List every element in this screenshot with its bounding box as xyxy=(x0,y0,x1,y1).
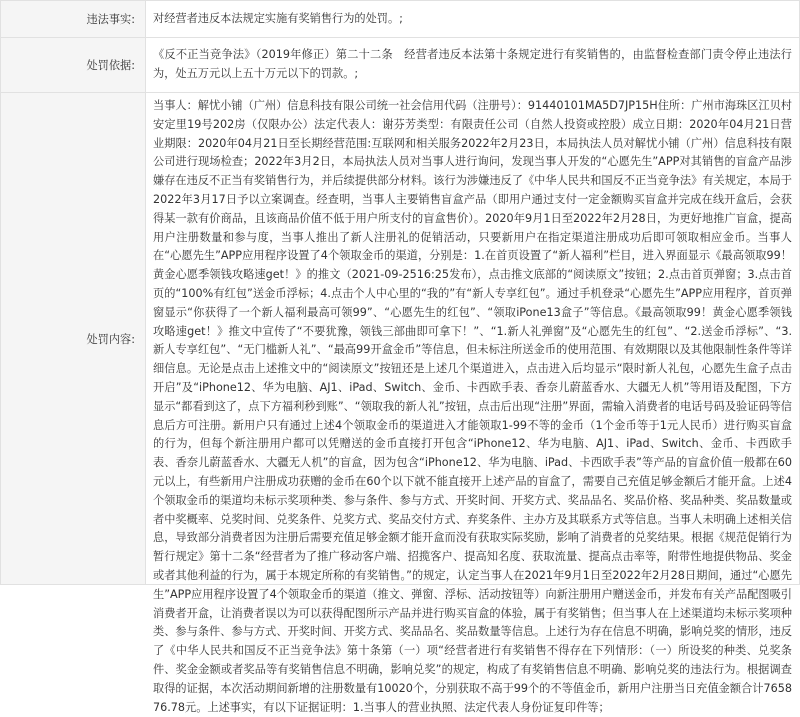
illegal-facts-label: 违法事实: xyxy=(1,1,146,38)
illegal-facts-value: 对经营者违反本法规定实施有奖销售行为的处罚。; xyxy=(146,1,800,38)
penalty-basis-label: 处罚依据: xyxy=(1,38,146,93)
penalty-content-row xyxy=(1,93,800,585)
penalty-basis-value: 《反不正当竞争法》（2019年修正）第二十二条 经营者违反本法第十条规定进行有奖销售的，由监督检查部门责令停止违法行为，处五万元以上五十万元以下的罚款。; xyxy=(146,38,800,93)
penalty-content-label: 处罚内容: xyxy=(1,93,146,585)
penalty-content-cell xyxy=(146,93,800,714)
illegal-facts-row xyxy=(1,1,800,38)
penalty-content-value: 当事人：解忧小铺（广州）信息科技有限公司统一社会信用代码（注册号）：91440101MA5D7JP15H住所：广州市海珠区江贝村安定里19号202房（仅限办公）法定代表人：谢芬芳类型：有限责任公司（自然人投资或控股）成立日期：2020年04月21日营业期限：2020年04月21日至长期经营范围:互联网和相关服务2022年2月23日，本局执法人员对解忧小铺（广州）信息科技有限公司进行现场检查；2022年3月2日，本局执法人员对当事人进行询问，发现当事人开发的“心愿先生”APP对其销售的盲盒产品涉嫌存在违反不正当有奖销售行为，并后续提供部分材料。该行为涉嫌违反了《中华人民共和国反不正当竞争法》有关规定，本局于2022年3月17日予以立案调查。经查明，当事人主要销售盲盒产品（即用户通过支付一定金额购买盲盒并完成在线开盒后，会获得某一款有价商品，且该商品价值不低于用户所支付的盲盒售价）。2020年9月1日至2022年2月28日，为更好地推广盲盒，提高用户注册数量和参与度，当事人推出了新人注册礼的促销活动，只要新用户在指定渠道注册成功后即可领取相应金币。当事人在“心愿先生”APP应用程序设置了4个领取金币的渠道，分别是：1.在首页设置了“新人福利”栏目，进入界面显示《最高领取99！黄金心愿季领钱攻略速get！》的推文（2021-09-2516:25发布），点击推文底部的“阅读原文”按钮；2.点击首页弹窗；3.点击首页的“100%有红包”送金币浮标；4.点击个人中心里的“我的”有“新人专享红包”。通过手机登录“心愿先生”APP应用程序，首页弹窗显示“你获得了一个新人福利最高可领99”、“心愿先生的红包”、“领取iPone13盒子”等信息。《最高领取99！黄金心愿季领钱攻略速get！》推文中宣传了“不要犹豫，领钱三部曲即可拿下！”、“1.新人礼弹窗”及“心愿先生的红包”、“2.送金币浮标”、“3.新人专享红包”、“无门槛新人礼”、“最高99开盒金币”等信息，但未标注所送金币的使用范围、有效期限以及其他限制性条件等详细信息。无论是点击上述推文中的“阅读原文”按钮还是上述几个渠道进入，点击进入后均显示“限时新人礼包，心愿先生盒子点击开启”及“iPhone12、华为电脑、AJ1、iPad、Switch、金币、卡西欧手表、香奈儿蔚蓝香水、大疆无人机”等用语及配图，下方显示“都看到这了，点下方福利秒到账”、“领取我的新人礼”按钮，点击后出现“注册”界面，需输入消费者的电话号码及验证码等信息后方可注册。新用户只有通过上述4个领取金币的渠道进入才能领取1-99不等的金币（1个金币等于1元人民币）进行购买盲盒的行为，但每个新注册用户都可以凭赠送的金币直接打开包含“iPhone12、华为电脑、AJ1、iPad、Switch、金币、卡西欧手表、香奈儿蔚蓝香水、大疆无人机”的盲盒，因为包含“iPhone12、华为电脑、iPad、卡西欧手表”等产品的盲盒价值一般都在60元以上，有些新用户注册成功获赠的金币在60个以下就不能直接开上述产品的盲盒了，需要自己充值足够金额后才能开盒。上述4个领取金币的渠道均未标示奖项种类、参与条件、参与方式、开奖时间、开奖方式、奖品品名、奖品价格、奖品种类、奖品数量或者中奖概率、兑奖时间、兑奖条件、兑奖方式、奖品交付方式、弃奖条件、主办方及其联系方式等信息。当事人未明确上述相关信息，导致部分消费者因为注册后需要充值足够金额才能开盒而没有获取实际奖励，影响了消费者的兑奖结果。根据《规范促销行为暂行规定》第十二条“经营者为了推广移动客户端、招揽客户、提高知名度、获取流量、提高点击率等，附带性地提供物品、奖金或者其他利益的行为，属于本规定所称的有奖销售。”的规定，认定当事人在2021年9月1日至2022年2月28日期间，通过“心愿先生”APP应用程序设置了4个领取金币的渠道（推文、弹窗、浮标、活动按钮等）向新注册用户赠送金币，并发布有关产品配图吸引消费者开盒，让消费者误以为可以获得配图所示产品并进行购买盲盒的体验，属于有奖销售；但当事人在上述渠道均未标示奖项种类、参与条件、参与方式、开奖时间、开奖方式、奖品品名、奖品数量等信息。上述行为存在信息不明确，影响兑奖的情形，违反了《中华人民共和国反不正当竞争法》第十条第（一）项“经营者进行有奖销售不得存在下列情形：（一）所设奖的种类、兑奖条件、奖金金额或者奖品等有奖销售信息不明确，影响兑奖”的规定，构成了有奖销售信息不明确、影响兑奖的违法行为。根据调查取得的证据，本次活动期间新增的注册数量有10020个，分别获取不高于99个的不等值金币，新用户注册当日充值金额合计765876.78元。上述事实，有以下证据证明：1.当事人的营业执照、法定代表人身份证复印件等； xyxy=(153,99,792,714)
penalty-basis-row xyxy=(1,38,800,93)
